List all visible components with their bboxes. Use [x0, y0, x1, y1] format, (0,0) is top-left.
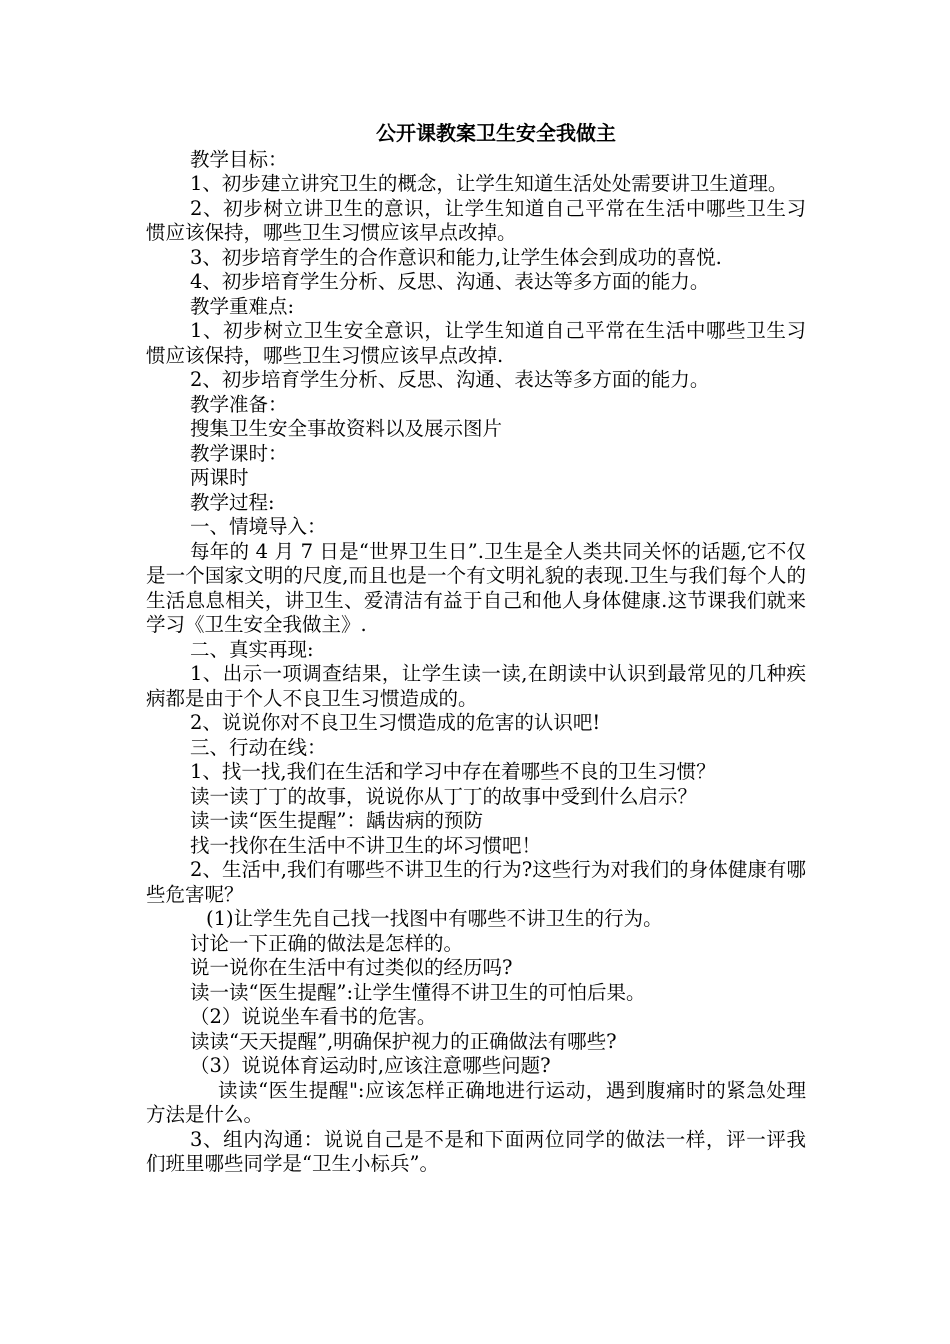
paragraph-section-3-item-2-sub-1a: 讨论一下正确的做法是怎样的。	[190, 931, 464, 955]
paragraph-preparation-heading: 教学准备：	[190, 392, 288, 416]
paragraph-section-2-item-2: 2、说说你对不良卫生习惯造成的危害的认识吧!	[190, 711, 601, 734]
paragraph-periods: 两课时	[190, 466, 249, 489]
paragraph-key-point-2: 2、初步培育学生分析、反思、沟通、表达等多方面的能力。	[190, 368, 710, 391]
paragraph-section-3-item-2-sub-3a: 读读“医生提醒":应该怎样正确地进行运动，遇到腹痛时的紧急处理方法是什么。	[146, 1078, 806, 1126]
paragraph-section-1-heading: 一、情境导入：	[190, 515, 327, 538]
paragraph-section-2-heading: 二、真实再现:	[190, 637, 314, 661]
paragraph-objectives-heading: 教学目标：	[190, 147, 288, 171]
paragraph-objective-3: 3、初步培育学生的合作意识和能力,让学生体会到成功的喜悦.	[190, 245, 722, 269]
paragraph-periods-heading: 教学课时：	[190, 441, 288, 465]
document-page	[146, 121, 806, 1177]
paragraph-preparation: 搜集卫生安全事故资料以及展示图片	[190, 417, 503, 440]
paragraph-section-3-item-3: 3、组内沟通：说说自己是不是和下面两位同学的做法一样，评一评我们班里哪些同学是“卫生小标兵”。	[146, 1127, 806, 1175]
paragraph-section-1-body: 每年的 4 月 7 日是“世界卫生日”.卫生是全人类共同关怀的话题,它不仅是一个国家文明的尺度,而且也是一个有文明礼貌的表现.卫生与我们每个人的生活息息相关，讲卫生、爱清洁有益于自己和他人身体健康.这节课我们就来学习《卫生安全我做主》.	[146, 539, 806, 636]
paragraph-section-3-item-1c: 找一找你在生活中不讲卫生的坏习惯吧！	[190, 833, 542, 857]
paragraph-section-3-item-2-sub-2: （2）说说坐车看书的危害。	[190, 1005, 437, 1028]
paragraph-section-3-item-2-sub-1: (1)让学生先自己找一找图中有哪些不讲卫生的行为。	[206, 907, 663, 930]
paragraph-section-2-item-1: 1、出示一项调查结果，让学生读一读,在朗读中认识到最常见的几种疾病都是由于个人不良卫生习惯造成的。	[146, 662, 806, 710]
paragraph-section-3-item-2-sub-2a: 读读“天天提醒”,明确保护视力的正确做法有哪些?	[190, 1029, 617, 1053]
paragraph-objective-1: 1、初步建立讲究卫生的概念，让学生知道生活处处需要讲卫生道理。	[190, 172, 788, 195]
paragraph-section-3-item-2-sub-1b: 说一说你在生活中有过类似的经历吗?	[190, 956, 513, 979]
paragraph-key-point-1: 1、初步树立卫生安全意识，让学生知道自己平常在生活中哪些卫生习惯应该保持，哪些卫生习惯应该早点改掉.	[146, 319, 806, 367]
paragraph-process-heading: 教学过程:	[190, 490, 275, 514]
paragraph-section-3-item-2-sub-1c: 读一读“医生提醒”:让学生懂得不讲卫生的可怕后果。	[190, 980, 646, 1004]
paragraph-section-3-item-1b: 读一读“医生提醒”：龋齿病的预防	[190, 809, 483, 832]
paragraph-objective-4: 4、初步培育学生分析、反思、沟通、表达等多方面的能力。	[190, 270, 710, 293]
paragraph-key-points-heading: 教学重难点:	[190, 294, 295, 318]
paragraph-objective-2: 2、初步树立讲卫生的意识，让学生知道自己平常在生活中哪些卫生习惯应该保持，哪些卫生习惯应该早点改掉。	[146, 196, 806, 244]
paragraph-section-3-heading: 三、行动在线：	[190, 735, 327, 759]
paragraph-section-3-item-1: 1、找一找,我们在生活和学习中存在着哪些不良的卫生习惯？	[190, 760, 716, 783]
document-title: 公开课教案卫生安全我做主	[376, 121, 616, 145]
paragraph-section-3-item-2-sub-3: （3）说说体育运动时,应该注意哪些问题?	[190, 1054, 551, 1077]
paragraph-section-3-item-2: 2、生活中,我们有哪些不讲卫生的行为?这些行为对我们的身体健康有哪些危害呢？	[146, 858, 806, 906]
paragraph-section-3-item-1a: 读一读丁丁的故事，说说你从丁丁的故事中受到什么启示？	[190, 784, 698, 808]
